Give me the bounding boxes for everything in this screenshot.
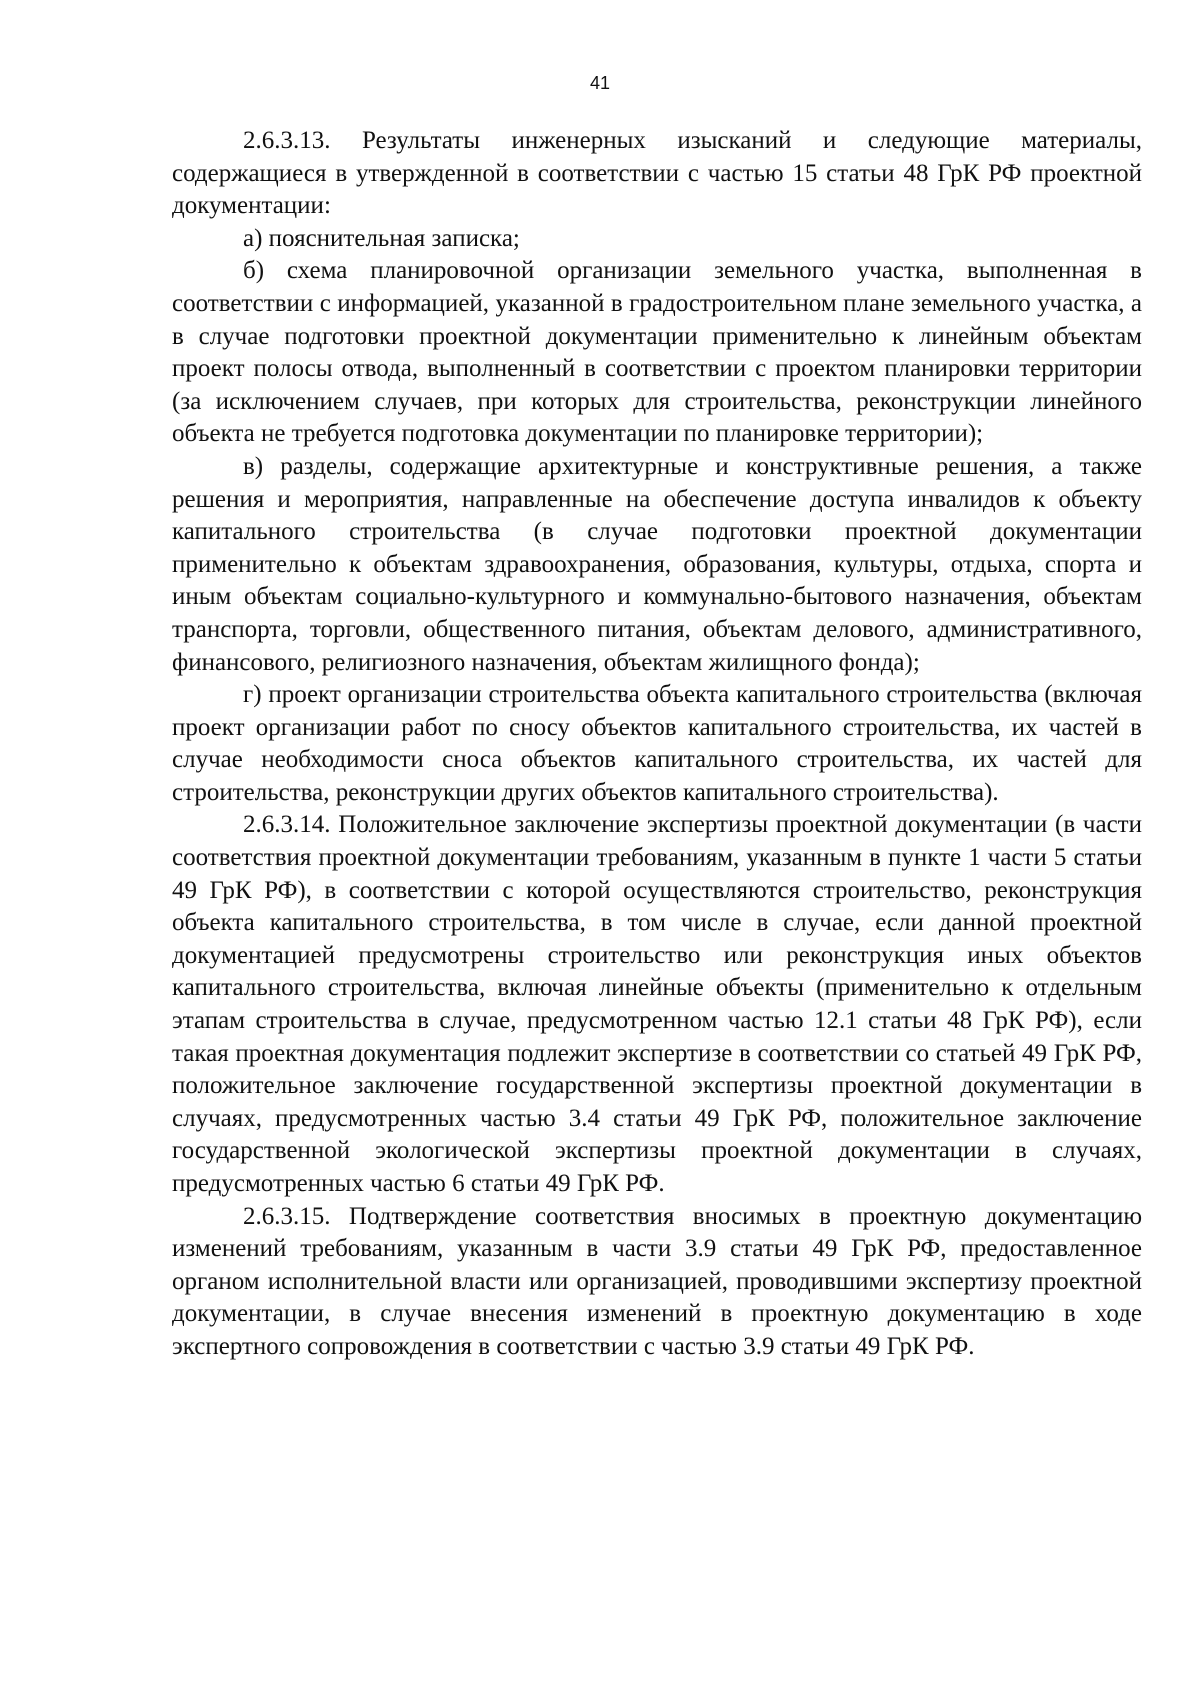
- list-item-a: а) пояснительная записка;: [243, 224, 520, 252]
- paragraph-2-6-3-13: 2.6.3.13. Результаты инженерных изысканий и следующие материалы, содержащиеся в утвержденной в соответствии с частью 15 статьи 48 ГрК РФ проектной документации:: [172, 127, 1142, 220]
- page-number: 41: [589, 73, 611, 93]
- list-item-g: г) проект организации строительства объекта капитального строительства (включая проект организации работ по сносу объектов капитального строительства, их частей в случае необходимости сноса объектов капитального строительства, их частей для строительства, реконструкции других объектов капитального строительства).: [172, 681, 1142, 806]
- list-item-v: в) разделы, содержащие архитектурные и конструктивные решения, а также решения и мероприятия, направленные на обеспечение доступа инвалидов к объекту капитального строительства (в случае подготовки проектной документации применительно к объектам здравоохранения, образования, культуры, отдыха, спорта и иным объектам социально-культурного и коммунально-бытового назначения, объектам транспорта, торговли, общественного питания, объектам делового, административного, финансового, религиозного назначения, объектам жилищного фонда);: [172, 452, 1142, 676]
- paragraph-2-6-3-14: 2.6.3.14. Положительное заключение экспертизы проектной документации (в части соответствия проектной документации требованиям, указанным в пункте 1 части 5 статьи 49 ГрК РФ), в соответствии с которой осуществляются строительство, реконструкция объекта капитального строительства, в том числе в случае, если данной проектной документацией предусмотрены строительство или реконструкция иных объектов капитального строительства, включая линейные объекты (применительно к отдельным этапам строительства в случае, предусмотренном частью 12.1 статьи 48 ГрК РФ), если такая проектная документация подлежит экспертизе в соответствии со статьей 49 ГрК РФ, положительное заключение государственной экспертизы проектной документации в случаях, предусмотренных частью 3.4 статьи 49 ГрК РФ, положительное заключение государственной экологической экспертизы проектной документации в случаях, предусмотренных частью 6 статьи 49 ГрК РФ.: [172, 811, 1142, 1197]
- paragraph-2-6-3-15: 2.6.3.15. Подтверждение соответствия вносимых в проектную документацию изменений требованиям, указанным в части 3.9 статьи 49 ГрК РФ, предоставленное органом исполнительной власти или организацией, проводившими экспертизу проектной документации, в случае внесения изменений в проектную документацию в ходе экспертного сопровождения в соответствии с частью 3.9 статьи 49 ГрК РФ.: [172, 1202, 1142, 1360]
- document-body: [172, 125, 1142, 1364]
- list-item-b: б) схема планировочной организации земельного участка, выполненная в соответствии с информацией, указанной в градостроительном плане земельного участка, а в случае подготовки проектной документации применительно к линейным объектам проект полосы отвода, выполненный в соответствии с проектом планировки территории (за исключением случаев, при которых для строительства, реконструкции линейного объекта не требуется подготовка документации по планировке территории);: [172, 257, 1142, 448]
